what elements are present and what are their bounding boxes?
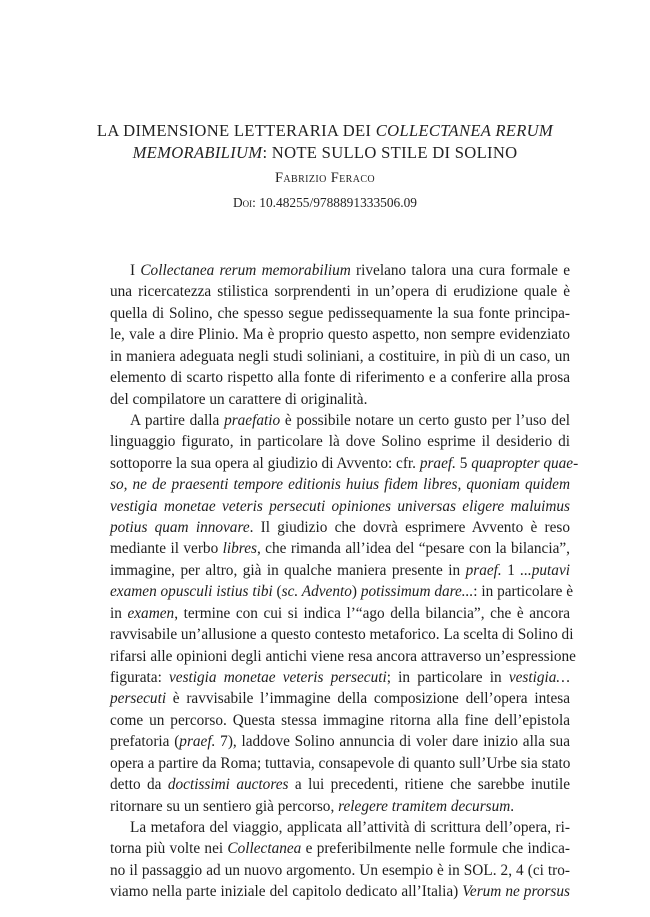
roman-text: linguaggio figurato, in particolare là dove Solino esprime il desiderio di xyxy=(110,433,570,451)
italic-text: examen opusculi istius tibi xyxy=(110,583,273,601)
italic-text: so, ne de praesenti tempore editionis huius fidem libres, quoniam quidem xyxy=(110,476,570,494)
title-segment: MEMORABILIUM xyxy=(132,143,263,162)
text-line xyxy=(110,281,570,302)
text-line xyxy=(110,838,570,859)
roman-text: a lui precedenti, ritiene che sarebbe inutile xyxy=(288,776,570,794)
roman-text: I xyxy=(130,262,141,279)
text-line xyxy=(110,624,574,645)
roman-text: del compilatore un carattere di originalità. xyxy=(110,390,368,408)
roman-text: La metafora del viaggio, applicata all’attività di scrittura dell’opera, ri- xyxy=(130,818,570,836)
roman-text: detto da xyxy=(110,776,168,794)
text-line xyxy=(110,646,576,667)
roman-text: 1 xyxy=(501,561,521,579)
roman-text: torna più volte nei xyxy=(110,840,228,858)
roman-text: in xyxy=(110,604,128,622)
doi-value: 10.48255/9788891333506.09 xyxy=(259,195,417,210)
italic-text: ...putavi xyxy=(520,561,570,579)
roman-text: 5 xyxy=(455,454,472,472)
roman-text: in maniera adeguata negli studi soliniani, a costituire, in più di un caso, un xyxy=(110,347,570,365)
text-line xyxy=(110,496,570,517)
italic-text: vestigia monetae veteris persecuti xyxy=(168,669,387,687)
doi-label: Doi: xyxy=(233,195,256,210)
roman-text: rifarsi alle opinioni degli antichi viene resa ancora attraverso un’espressione xyxy=(110,647,576,665)
title-segment: : NOTE SULLO STILE DI SOLINO xyxy=(262,143,518,162)
roman-text: no il passaggio ad un nuovo argomento. Un esempio è in SOL. 2, 4 (ci tro- xyxy=(110,861,570,879)
text-line xyxy=(110,860,570,881)
doi-line xyxy=(60,195,590,211)
text-line xyxy=(110,688,570,709)
italic-text: Verum ne prorsus xyxy=(462,883,570,901)
italic-text: sc. Advento xyxy=(281,583,352,601)
roman-text: A partire dalla xyxy=(130,411,225,429)
roman-text: le, vale a dire Plinio. Ma è proprio questo aspetto, non sempre evidenziato xyxy=(110,326,570,344)
roman-text: immagine, per altro, già in qualche maniera presente in xyxy=(110,561,466,579)
italic-text: examen xyxy=(127,604,175,622)
roman-text: una ricercatezza stilistica sorprendenti in un’opera di erudizione quale è xyxy=(110,283,570,301)
roman-text: prefatoria ( xyxy=(110,733,180,751)
text-line xyxy=(110,774,570,795)
roman-text: , termine con cui si indica l’“ago della bilancia”, che è ancora xyxy=(174,604,570,622)
roman-text: è ravvisabile l’immagine della composizione dell’opera intesa xyxy=(166,690,570,708)
chapter-title-line-1 xyxy=(60,120,590,142)
text-line xyxy=(110,474,570,495)
text-line xyxy=(110,581,574,602)
body-text xyxy=(110,260,579,903)
italic-text: potissimum dare... xyxy=(360,583,474,601)
italic-text: praef. xyxy=(179,733,216,751)
roman-text: rivelano talora una cura formale e xyxy=(350,262,570,279)
roman-text: , che rimanda all’idea del “pesare con la bilancia”, xyxy=(256,540,570,558)
text-line xyxy=(110,410,570,431)
italic-text: Collectanea rerum memorabilium xyxy=(140,262,351,279)
title-segment: LA DIMENSIONE LETTERARIA DEI xyxy=(96,121,376,140)
italic-text: Collectanea xyxy=(227,840,302,858)
text-line xyxy=(110,431,570,452)
text-line xyxy=(110,881,570,902)
roman-text: è possibile notare un certo gusto per l’uso del xyxy=(280,411,570,429)
italic-text: quapropter quae- xyxy=(471,454,579,472)
text-line xyxy=(110,538,570,559)
text-line xyxy=(110,303,570,324)
text-line xyxy=(110,667,570,688)
text-line xyxy=(110,453,579,474)
text-line xyxy=(110,603,570,624)
roman-text: come un percorso. Questa stessa immagine ritorna alla fine dell’epistola xyxy=(110,711,570,729)
roman-text: ravvisabile un’allusione a questo contesto metaforico. La scelta di Solino di xyxy=(110,626,574,644)
roman-text: elemento di scarto rispetto alla fonte di riferimento e a conferire alla prosa xyxy=(110,369,570,387)
roman-text: ; in particolare in xyxy=(386,669,509,687)
roman-text: ) xyxy=(351,583,361,601)
text-line xyxy=(110,346,570,367)
roman-text: 7), laddove Solino annuncia di voler dare inizio alla sua xyxy=(215,733,570,751)
author-name: Fabrizio Feraco xyxy=(274,170,376,186)
chapter-title-line-2 xyxy=(60,142,590,164)
roman-text: mediante il verbo xyxy=(110,540,223,558)
italic-text: persecuti xyxy=(110,690,167,708)
italic-text: vestigia… xyxy=(508,669,570,687)
roman-text: viamo nella parte iniziale del capitolo dedicato all’Italia) xyxy=(110,883,463,901)
roman-text: sottoporre la sua opera al giudizio di Avvento: cfr. xyxy=(110,454,420,472)
italic-text: libres xyxy=(222,540,257,558)
roman-text: opera a partire da Roma; tuttavia, consapevole di quanto sull’Urbe sia stato xyxy=(110,754,571,772)
italic-text: praef. xyxy=(465,561,502,579)
text-line xyxy=(110,560,570,581)
text-line xyxy=(110,796,570,817)
roman-text: ( xyxy=(272,583,282,601)
italic-text: praefatio xyxy=(224,411,281,429)
roman-text: : in particolare è xyxy=(473,583,574,601)
roman-text: ritornare su un sentiero già percorso, xyxy=(110,797,339,815)
title-segment: COLLECTANEA RERUM xyxy=(375,121,554,140)
roman-text: . xyxy=(510,797,515,815)
italic-text: vestigia monetae veteris persecuti opiniones universas eligere maluimus xyxy=(110,497,570,515)
text-line xyxy=(110,817,570,838)
text-line xyxy=(110,517,570,538)
text-line xyxy=(110,367,570,388)
italic-text: praef. xyxy=(419,454,456,472)
text-line xyxy=(110,260,570,281)
text-line xyxy=(110,753,570,774)
roman-text: . Il giudizio che dovrà esprimere Avvento è reso xyxy=(249,519,570,537)
italic-text: doctissimi auctores xyxy=(167,776,289,794)
roman-text: figurata: xyxy=(110,669,169,687)
text-line xyxy=(110,389,570,410)
text-line xyxy=(110,731,570,752)
roman-text: quella di Solino, che spesso segue pedissequamente la sua fonte principa- xyxy=(110,304,570,322)
roman-text: e preferibilmente nelle formule che indica- xyxy=(301,840,570,858)
italic-text: relegere tramitem decursum xyxy=(338,797,511,815)
text-line xyxy=(110,324,570,345)
text-line xyxy=(110,710,570,731)
italic-text: potius quam innovare xyxy=(110,519,250,537)
